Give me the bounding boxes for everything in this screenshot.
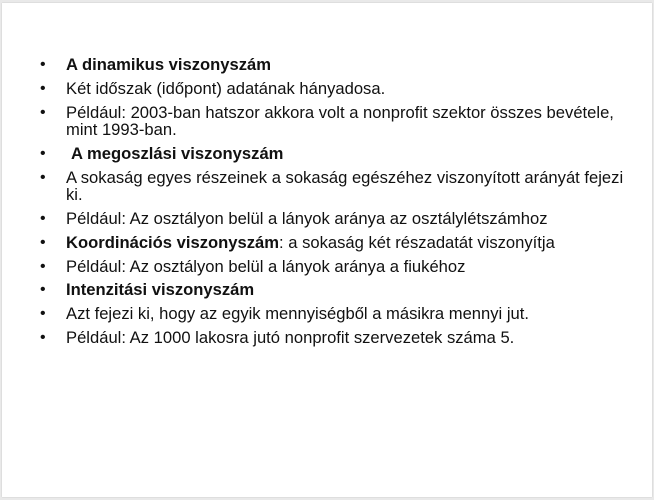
bullet-icon: • <box>40 168 46 186</box>
bullet-text: Két időszak (időpont) adatának hányadosa. <box>66 78 386 98</box>
bullet-text: A sokaság egyes részeinek a sokaság egészéhez viszonyított arányát fejezi ki. <box>66 167 624 205</box>
bullet-icon: • <box>40 144 46 162</box>
bullet-heading: A megoszlási viszonyszám <box>71 143 284 163</box>
bullet-icon: • <box>40 257 46 275</box>
bullet-text: Például: Az osztályon belül a lányok aránya az osztálylétszámhoz <box>66 209 548 229</box>
bullet-list <box>38 56 628 353</box>
bullet-icon: • <box>40 281 46 299</box>
bullet-icon: • <box>40 56 46 73</box>
bullet-icon: • <box>40 233 46 251</box>
list-item <box>38 210 628 228</box>
bullet-icon: • <box>40 210 46 228</box>
bullet-icon: • <box>40 305 46 323</box>
list-item <box>38 281 628 299</box>
list-item <box>38 80 628 98</box>
list-item <box>38 258 628 276</box>
bullet-text: Például: 2003-ban hatszor akkora volt a nonprofit szektor összes bevétele, mint 1993-ban. <box>66 102 614 140</box>
bullet-heading: Intenzitási viszonyszám <box>66 280 255 300</box>
list-item <box>38 169 628 204</box>
list-item <box>38 104 628 139</box>
list-item <box>38 234 628 252</box>
slide <box>2 3 652 497</box>
list-item <box>38 305 628 323</box>
bullet-heading: A dinamikus viszonyszám <box>66 55 272 74</box>
bullet-text: Például: Az 1000 lakosra jutó nonprofit szervezetek száma 5. <box>66 328 515 347</box>
bullet-text: : a sokaság két részadatát viszonyítja <box>279 232 555 252</box>
bullet-text: Például: Az osztályon belül a lányok aránya a fiukéhoz <box>66 256 466 276</box>
bullet-text: Azt fejezi ki, hogy az egyik mennyiségből a másikra mennyi jut. <box>66 304 529 324</box>
list-item <box>38 145 628 163</box>
bullet-heading: Koordinációs viszonyszám <box>66 232 280 252</box>
bullet-icon: • <box>40 79 46 97</box>
list-item <box>38 56 628 74</box>
list-item <box>38 329 628 347</box>
bullet-icon: • <box>40 103 46 121</box>
bullet-icon: • <box>40 329 46 346</box>
